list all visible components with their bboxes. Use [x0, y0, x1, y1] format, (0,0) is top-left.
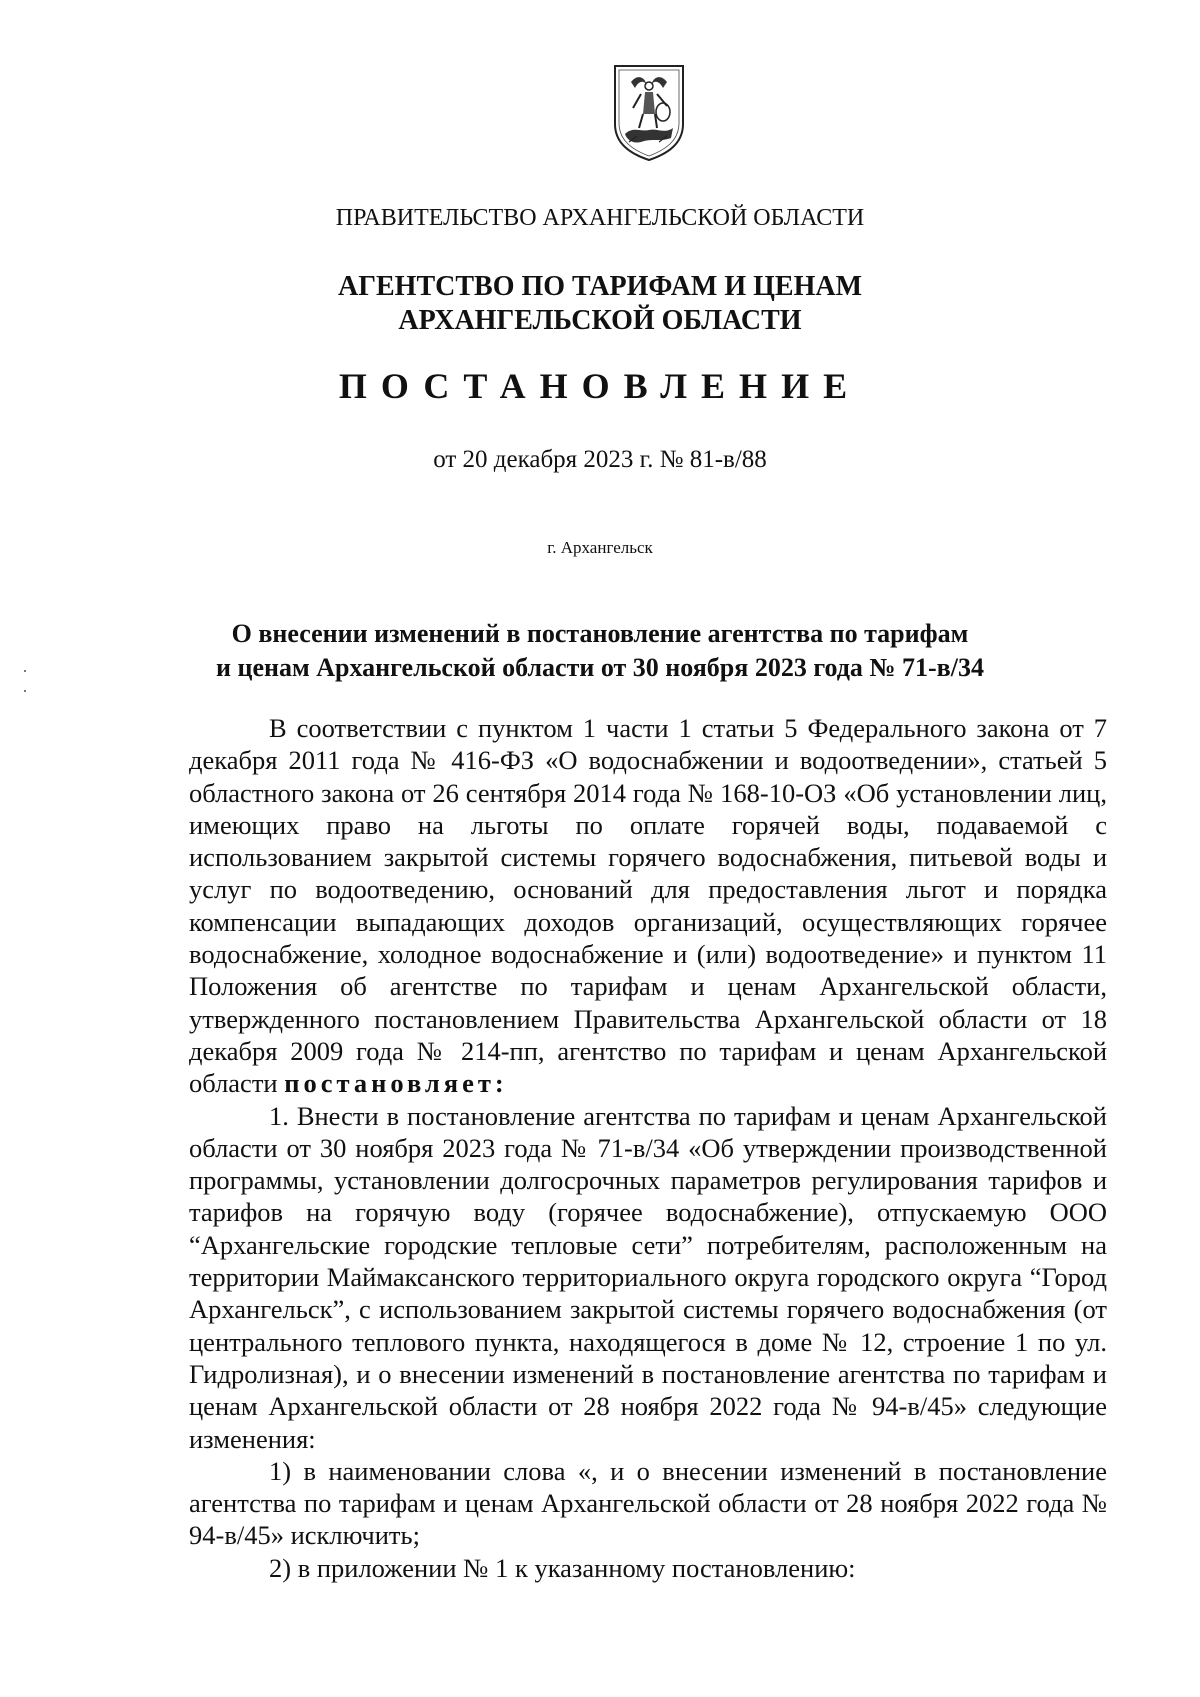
subject-line1: О внесении изменений в постановление агентства по тарифам [231, 619, 969, 648]
agency-name [0, 270, 1200, 338]
agency-name-line1: АГЕНТСТВО ПО ТАРИФАМ И ЦЕНАМ [337, 271, 863, 302]
item-1-1-paragraph: 1) в наименовании слова «, и о внесении изменений в постановление агентства по тарифам и ценам Архангельской области от 28 ноября 2022 года № 94-в/45» исключить; [189, 1455, 1107, 1551]
document-type-title: ПОСТАНОВЛЕНИЕ [338, 366, 862, 406]
subject-line2: и ценам Архангельской области от 30 ноября 2023 года № 71-в/34 [216, 653, 984, 682]
item-1-2-paragraph: 2) в приложении № 1 к указанному постановлению: [269, 1552, 856, 1583]
document-city: г. Архангельск [547, 538, 653, 557]
agency-name-line2: АРХАНГЕЛЬСКОЙ ОБЛАСТИ [398, 305, 802, 336]
scan-speck [24, 690, 26, 692]
preamble-text: В соответствии с пунктом 1 части 1 статьи 5 Федерального закона от 7 декабря 2011 года № 416-ФЗ «О водоснабжении и водоотведении», статьей 5 областного закона от 26 сентября 2014 года № 168-10-ОЗ «Об установлении лиц, имеющих право на льготы по оплате горячей воды, подаваемой с использованием закрытой системы горячего водоснабжения, питьевой воды и услуг по водоотведению, оснований для предоставления льгот и порядка компенсации выпадающих доходов организаций, осуществляющих горячее водоснабжение, холодное водоснабжение и (или) водоотведение» и пунктом 11 Положения об агентстве по тарифам и ценам Архангельской области, утвержденного постановлением Правительства Архангельской области от 18 декабря 2009 года № 214-пп, агентство по тарифам и ценам Архангельской области [189, 713, 1107, 1099]
document-date-number: от 20 декабря 2023 г. № 81-в/88 [433, 446, 767, 473]
preamble-paragraph [189, 712, 1107, 1100]
document-body [189, 712, 1107, 1584]
item-1-paragraph: 1. Внести в постановление агентства по тарифам и ценам Архангельской области от 30 ноября 2023 года № 71-в/34 «Об утверждении производственной программы, установлении долгосрочных параметров регулирования тарифов и тарифов на горячую воду (горячее водоснабжение), отпускаемую ООО “Архангельские городские тепловые сети” потребителям, расположенным на территории Маймаксанского территориального округа городского округа “Город Архангельск”, с использованием закрытой системы горячего водоснабжения (от центрального теплового пункта, находящегося в доме № 12, строение 1 по ул. Гидролизная), и о внесении изменений в постановление агентства по тарифам и ценам Архангельской области от 28 ноября 2022 года № 94-в/45» следующие изменения: [189, 1100, 1107, 1454]
resolves-keyword: постановляет: [284, 1068, 508, 1099]
document-subject [0, 617, 1200, 685]
government-name: ПРАВИТЕЛЬСТВО АРХАНГЕЛЬСКОЙ ОБЛАСТИ [335, 205, 865, 231]
coat-of-arms-icon [611, 62, 687, 162]
